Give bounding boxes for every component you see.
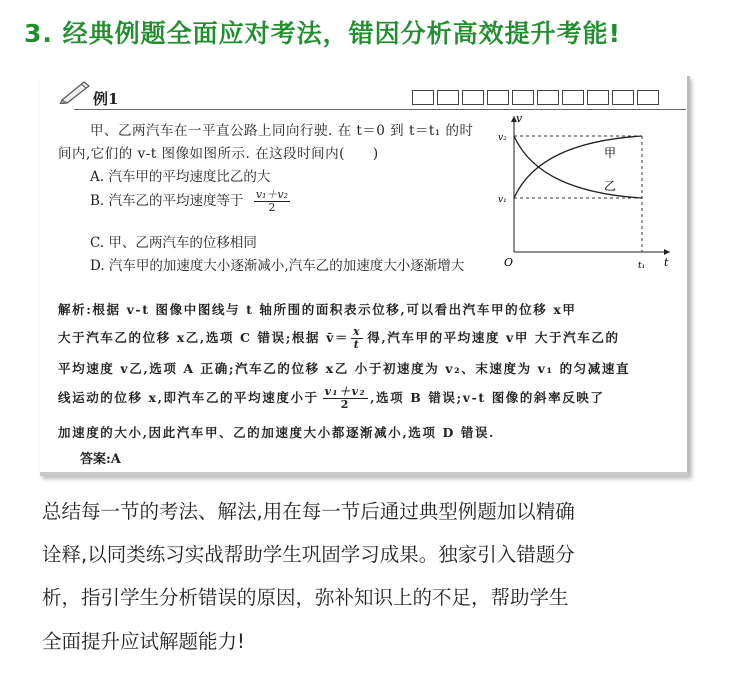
fraction-numerator: v₁＋v₂	[324, 385, 367, 398]
section-heading: 3. 经典例题全面应对考法，错因分析高效提升考能!	[24, 19, 621, 48]
answer-box	[537, 90, 559, 105]
vt-graph	[498, 112, 676, 274]
analysis-label: 解析:	[58, 302, 93, 317]
analysis-v-fraction	[323, 386, 368, 411]
example-card	[40, 76, 690, 476]
header-rule	[74, 109, 686, 110]
fraction-numerator: v₁＋v₂	[255, 188, 289, 201]
analysis-line-4	[58, 386, 605, 411]
fraction-denominator: 2	[268, 201, 276, 214]
option-b-fraction	[254, 189, 290, 214]
yi-label: 乙	[604, 179, 617, 193]
t1-label: t₁	[638, 261, 646, 271]
answer-box	[487, 90, 509, 105]
analysis-xt-fraction	[351, 326, 363, 351]
analysis-line-2a: 大于汽车乙的位移 x乙,选项 C 错误;根据 v̄＝	[58, 330, 350, 345]
analysis-line-5: 加速度的大小,因此汽车甲、乙的加速度大小都逐渐减小,选项 D 错误.	[58, 425, 495, 440]
analysis-line-4b: ,选项 B 错误;v-t 图像的斜率反映了	[370, 390, 605, 405]
answer-box	[637, 90, 659, 105]
option-b	[90, 189, 290, 214]
analysis-line-3: 平均速度 v乙,选项 A 正确;汽车乙的位移 x乙 小于初速度为 v₂、末速度为 v₁ 的匀减速直	[58, 361, 631, 376]
summary-line-3: 析，指引学生分析错误的原因，弥补知识上的不足，帮助学生	[42, 586, 569, 609]
answer-box	[462, 90, 484, 105]
jia-curve	[514, 136, 642, 198]
pencil-icon	[58, 78, 92, 104]
fraction-denominator: 2	[340, 398, 351, 411]
analysis-line-2	[58, 326, 620, 351]
v1-label: v₁	[498, 195, 507, 205]
t-axis-label: t	[664, 256, 669, 269]
analysis-line-1	[58, 300, 577, 318]
analysis-line-4a: 线运动的位移 x,即汽车乙的平均速度小于	[58, 390, 319, 405]
summary-line-2: 诠释,以同类练习实战帮助学生巩固学习成果。独家引入错题分	[42, 543, 575, 566]
answer-box	[412, 90, 434, 105]
answer-box	[512, 90, 534, 105]
origin-label: O	[504, 256, 514, 269]
answer-box	[562, 90, 584, 105]
analysis-line-2b: 得,汽车甲的平均速度 v甲 大于汽车乙的	[367, 330, 620, 345]
jia-label: 甲	[604, 146, 617, 160]
analysis-line-1-text: 根据 v-t 图像中图线与 t 轴所围的面积表示位移,可以看出汽车甲的位移 x甲	[92, 302, 577, 317]
t-axis-arrow	[664, 249, 670, 255]
answer-box	[612, 90, 634, 105]
v2-label: v₂	[498, 133, 507, 143]
summary-line-4: 全面提升应试解题能力!	[42, 630, 245, 653]
option-b-text: B. 汽车乙的平均速度等于	[90, 193, 244, 209]
example-label: 例1	[93, 90, 119, 108]
summary-line-1: 总结每一节的考法、解法,用在每一节后通过典型例题加以精确	[42, 500, 575, 523]
option-d: D. 汽车甲的加速度大小逐渐减小,汽车乙的加速度大小逐渐增大	[90, 258, 465, 274]
option-a: A. 汽车甲的平均速度比乙的大	[90, 169, 271, 185]
fraction-denominator: t	[353, 338, 361, 351]
question-line-1: 甲、乙两汽车在一平直公路上同向行驶. 在 t＝0 到 t＝t₁ 的时	[90, 123, 474, 139]
answer-line: 答案:A	[80, 452, 121, 467]
yi-curve	[514, 136, 642, 198]
option-c: C. 甲、乙两汽车的位移相同	[90, 235, 257, 251]
question-line-2: 间内,它们的 v-t 图像如图所示. 在这段时间内( )	[58, 146, 379, 162]
card-header	[40, 76, 690, 108]
answer-box	[587, 90, 609, 105]
v-axis-label: v	[516, 112, 523, 125]
answer-box-row	[412, 90, 662, 105]
fraction-numerator: x	[353, 325, 362, 338]
answer-box	[437, 90, 459, 105]
